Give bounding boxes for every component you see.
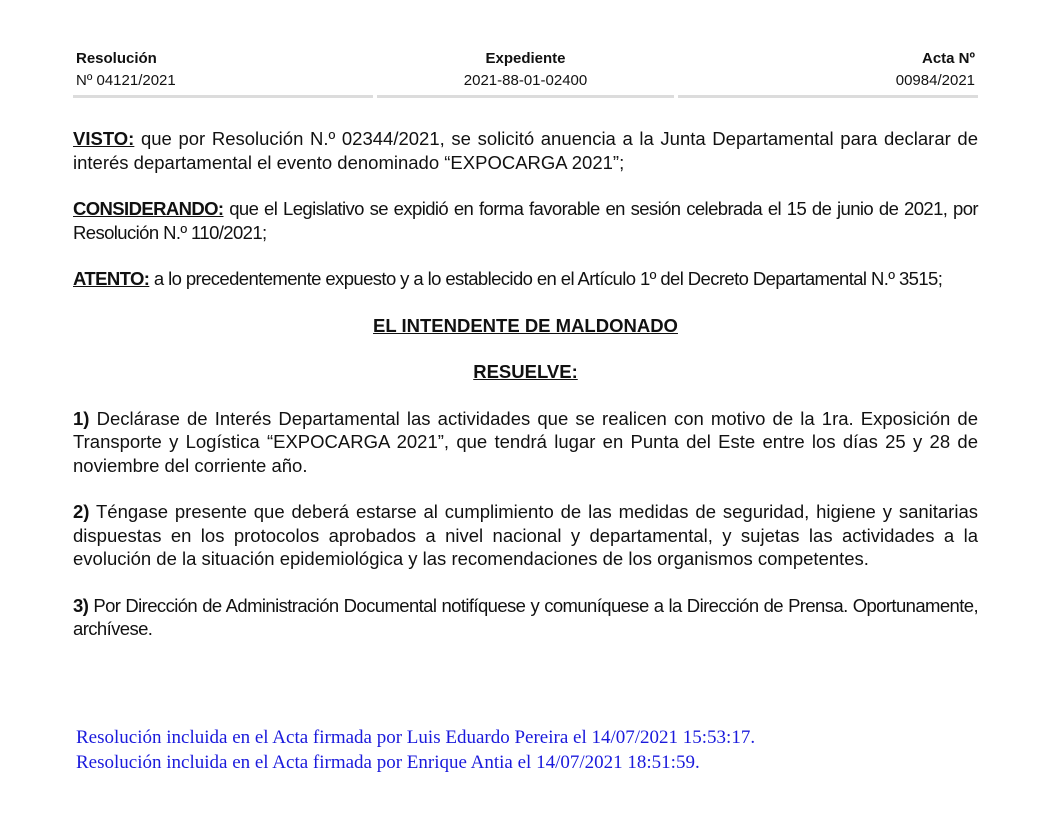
considerando-paragraph xyxy=(73,197,978,244)
expediente-value: 2021-88-01-02400 xyxy=(463,72,588,89)
document-header xyxy=(73,48,978,98)
signature-line-2: Resolución incluida en el Acta firmada por Enrique Antia el 14/07/2021 18:51:59. xyxy=(76,752,700,773)
considerando-lead: CONSIDERANDO: xyxy=(73,198,224,219)
resolution-item-3 xyxy=(73,594,978,641)
item-text: Declárase de Interés Departamental las actividades que se realicen con motivo de la 1ra. Exposición de Transporte y Logística “EXPOCARGA 2021”, que tendrá lugar en Punta del Este entre los días 25 y 28 de noviembre del corriente año. xyxy=(73,407,978,476)
resolution-item-2 xyxy=(73,500,978,571)
authority-heading: EL INTENDENTE DE MALDONADO xyxy=(373,314,678,336)
acta-label: Acta Nº xyxy=(922,50,975,67)
resolution-item-1 xyxy=(73,407,978,478)
header-acta xyxy=(678,48,978,98)
atento-paragraph xyxy=(73,267,978,291)
signature-line-1: Resolución incluida en el Acta firmada por Luis Eduardo Pereira el 14/07/2021 15:53:17. xyxy=(76,727,756,748)
document-body xyxy=(73,127,978,641)
header-expediente xyxy=(377,48,674,98)
header-resolucion xyxy=(73,48,373,98)
visto-lead: VISTO: xyxy=(73,128,135,149)
resolucion-label: Resolución xyxy=(76,50,157,67)
visto-paragraph xyxy=(73,127,978,174)
item-text: Por Dirección de Administración Documental notifíquese y comuníquese a la Dirección de Prensa. Oportunamente, archívese. xyxy=(73,594,978,639)
expediente-label: Expediente xyxy=(485,50,566,67)
item-number: 1) xyxy=(73,407,90,429)
item-number: 3) xyxy=(73,594,89,616)
atento-text: a lo precedentemente expuesto y a lo establecido en el Artículo 1º del Decreto Departamental N.º 3515; xyxy=(149,268,943,289)
signature-notes xyxy=(76,725,755,775)
considerando-text: que el Legislativo se expidió en forma favorable en sesión celebrada el 15 de junio de 2021, por Resolución N.º 110/2021; xyxy=(73,198,978,243)
acta-value: 00984/2021 xyxy=(895,72,975,89)
atento-lead: ATENTO: xyxy=(73,268,150,289)
item-text: Téngase presente que deberá estarse al cumplimiento de las medidas de seguridad, higiene y sanitarias dispuestas en los protocolos aprobados a nivel nacional y departamental, y sujetas las actividades a la evolución de la situación epidemiológica y las recomendaciones de los organismos competentes. xyxy=(73,501,978,569)
item-number: 2) xyxy=(73,501,90,522)
resuelve-heading: RESUELVE: xyxy=(473,361,578,382)
visto-text: que por Resolución N.º 02344/2021, se solicitó anuencia a la Junta Departamental para declarar de interés departamental el evento denominado “EXPOCARGA 2021”; xyxy=(73,128,978,173)
resolucion-value: Nº 04121/2021 xyxy=(76,72,176,89)
